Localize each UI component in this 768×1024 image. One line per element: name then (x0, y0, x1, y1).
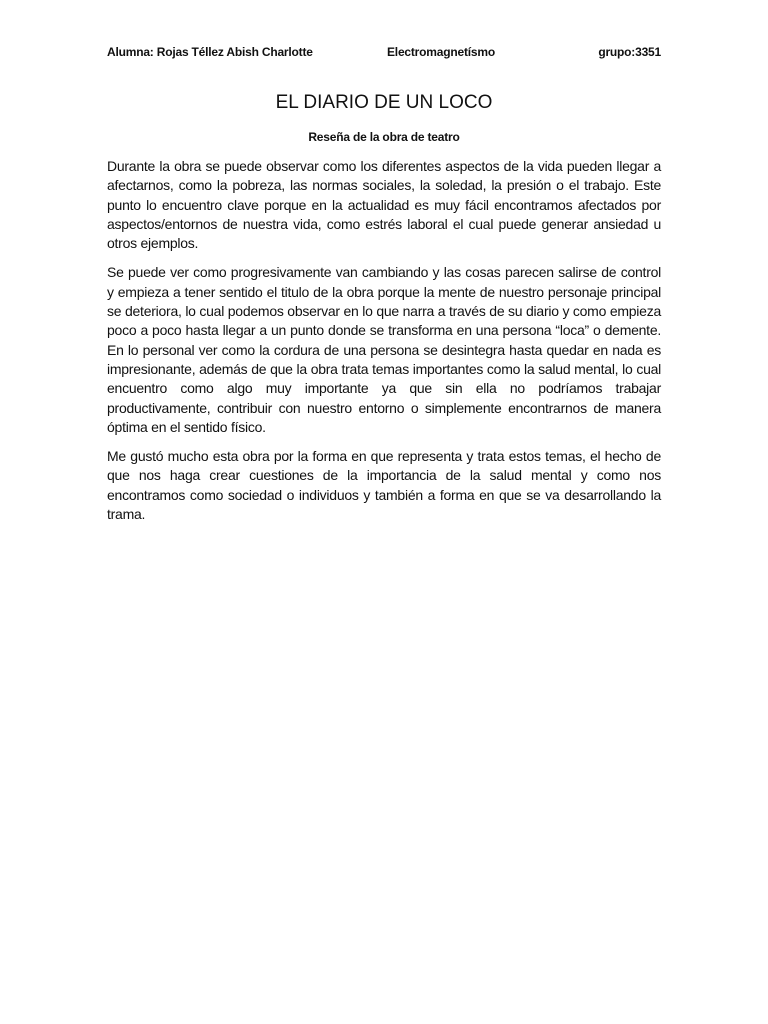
document-subtitle: Reseña de la obra de teatro (308, 130, 460, 144)
group-number: grupo:3351 (598, 45, 661, 59)
page-header (107, 45, 661, 65)
paragraph-3: Me gustó mucho esta obra por la forma en que representa y trata estos temas, el hecho de que nos haga crear cuestiones de la importancia de la salud mental y como nos encontramos como sociedad o individuos y también a forma en que se va desarrollando la trama. (107, 448, 661, 523)
document-title: EL DIARIO DE UN LOCO (275, 92, 493, 113)
paragraph-2: Se puede ver como progresivamente van cambiando y las cosas parecen salirse de control y empieza a tener sentido el titulo de la obra porque la mente de nuestro personaje principal se deteriora, lo cual podemos observar en lo que narra a través de su diario y como empieza poco a poco hasta llegar a un punto donde se transforma en una persona “loca” o demente. En lo personal ver como la cordura de una persona se desintegra hasta quedar en nada es impresionante, además de que la obra trata temas importantes como la salud mental, lo cual encuentro como algo muy importante ya que sin ella no podríamos trabajar productivamente, contribuir con nuestro entorno o simplemente encontrarnos de manera óptima en el sentido físico. (107, 264, 661, 435)
paragraph-1: Durante la obra se puede observar como los diferentes aspectos de la vida pueden llegar a afectarnos, como la pobreza, las normas sociales, la soledad, la presión o el trabajo. Este punto lo encuentro clave porque en la actualidad es muy fácil encontramos afectados por aspectos/entornos de nuestra vida, como estrés laboral el cual puede generar ansiedad u otros ejemplos. (107, 158, 661, 252)
subject-name: Electromagnetísmo (387, 45, 495, 59)
student-name: Alumna: Rojas Téllez Abish Charlotte (107, 45, 313, 59)
document-body (107, 157, 661, 534)
